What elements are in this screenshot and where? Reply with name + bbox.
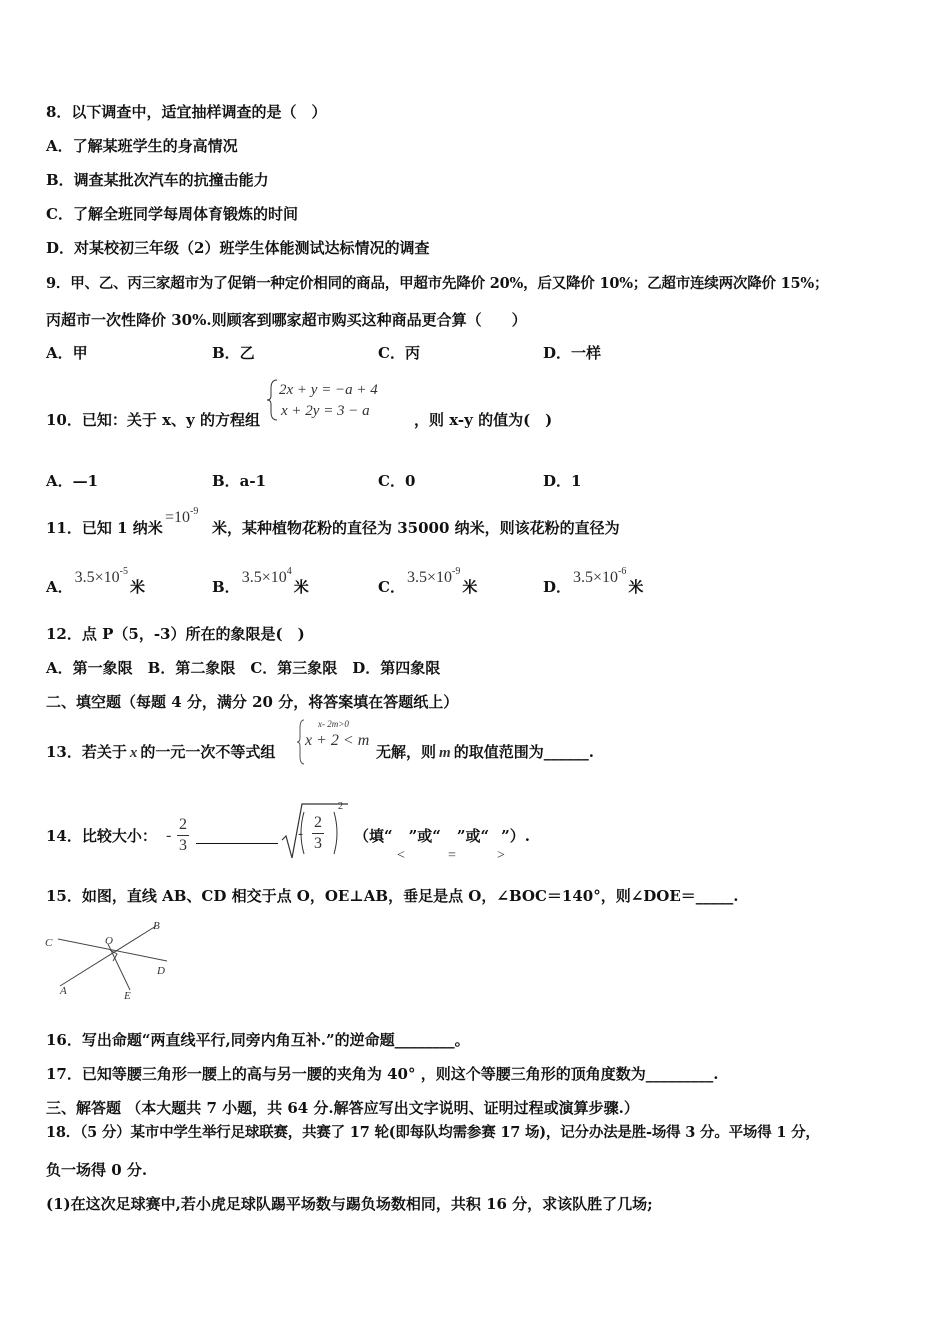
q10-suffix: ，则 x-y 的值为( ) [414, 411, 553, 429]
q17-stem: 17．已知等腰三角形一腰上的高与另一腰的夹角为 40° ，则这个等腰三角形的顶角度数为_________. [46, 1065, 719, 1083]
section-2-heading: 二、填空题（每题 4 分，满分 20 分，将答案填在答题纸上） [46, 693, 459, 711]
q13-tail [376, 742, 594, 763]
q11-option-c-value: $3.5\times 10^{-9}$ [406, 566, 461, 586]
q14-left-denominator: 3 [179, 837, 187, 854]
q11-option-a-unit: 米 [130, 578, 146, 596]
q11-option-b-label: B． [212, 578, 240, 596]
q13-end: . [588, 743, 594, 761]
q11-suffix: 米，某种植物花粉的直径为 35000 纳米，则该花粉的直径为 [212, 519, 620, 537]
q13-ineq1: x- 2m>0 [318, 719, 349, 729]
q13-suffix1: 无解，则 [376, 743, 437, 761]
q11-option-b-value: $3.5\times 10^4$ [241, 566, 292, 586]
q14-hint-a: （填“ [354, 827, 393, 845]
q13-stem [46, 742, 275, 763]
q11-option-a-value: $3.5\times 10^{-5}$ [74, 566, 129, 586]
q11-expr: $=10^{-9}$ [165, 506, 199, 526]
q9-option-d: D．一样 [543, 344, 602, 362]
q13-suffix2: 的取值范围为 [453, 743, 544, 761]
q9-option-a: A．甲 [46, 344, 88, 362]
q14-gt: > [497, 848, 505, 863]
q13-ineq2: x + 2 < m [305, 732, 370, 749]
q11-option-d-value: $3.5\times 10^{-6}$ [573, 566, 627, 586]
q11-option-b [212, 566, 309, 600]
q15-label-o: O [105, 935, 113, 947]
q14-hint-d: ”）. [501, 827, 531, 845]
q13-prefix: 13．若关于 [46, 743, 127, 761]
q9-option-b: B．乙 [212, 344, 255, 362]
q16-stem: 16．写出命题“两直线平行,同旁内角互补.”的逆命题________。 [46, 1031, 470, 1049]
q14-hint [354, 826, 530, 846]
q9-option-c: C．丙 [378, 344, 420, 362]
q14-right-fraction [312, 813, 324, 854]
q15-label-e: E [124, 990, 131, 1002]
q14-eq: = [448, 848, 456, 863]
q11-option-c-unit: 米 [462, 578, 478, 596]
q11-option-d-label: D． [543, 578, 572, 596]
section-3-heading: 三、解答题 （本大题共 7 小题，共 64 分.解答应写出文字说明、证明过程或演算步骤.） [46, 1099, 639, 1117]
q14-hint-b: ”或“ [408, 827, 441, 845]
q14-left-numerator: 2 [177, 815, 189, 836]
q10-prefix: 10．已知：关于 x、y 的方程组 [46, 411, 260, 429]
q11-option-c-label: C． [378, 578, 405, 596]
q8-option-d: D．对某校初三年级（2）班学生体能测试达标情况的调查 [46, 239, 430, 257]
q15-stem: 15．如图，直线 AB、CD 相交于点 O，OE⊥AB，垂足是点 O，∠BOC＝140°，则∠DOE＝_____. [46, 887, 739, 905]
q10-option-b: B．a-1 [212, 472, 267, 490]
q18-stem-line2: 负一场得 0 分. [46, 1161, 148, 1179]
q12-stem: 12．点 P（5，-3）所在的象限是( ) [46, 625, 305, 643]
q11-option-a-label: A． [46, 578, 73, 596]
q15-label-d: D [157, 965, 165, 977]
q12-options: A．第一象限 B．第二象限 C．第三象限 D．第四象限 [46, 659, 441, 677]
q8-option-b: B．调查某批次汽车的抗撞击能力 [46, 171, 269, 189]
q15-label-a: A [60, 985, 67, 997]
q14-lt: < [397, 848, 405, 863]
q15-label-b: B [153, 920, 160, 932]
q11-option-d-unit: 米 [628, 578, 644, 596]
q13-mid: 的一元一次不等式组 [140, 743, 276, 761]
q11-option-a [46, 566, 146, 600]
q10-eq2: x + 2y = 3 − a [281, 403, 370, 419]
q8-option-a: A．了解某班学生的身高情况 [46, 137, 238, 155]
q11-option-b-unit: 米 [293, 578, 309, 596]
q14-prefix: 14．比较大小： [46, 827, 157, 845]
q8-option-c: C．了解全班同学每周体育锻炼的时间 [46, 205, 298, 223]
q18-part1: (1)在这次足球赛中,若小虎足球队踢平场数与踢负场数相同，共积 16 分，求该队胜了几场; [46, 1195, 653, 1213]
q10-brace [266, 378, 280, 422]
q11-prefix: 11．已知 1 纳米 [46, 519, 163, 537]
q10-eq1: 2x + y = −a + 4 [279, 382, 378, 398]
q15-figure [40, 914, 170, 1002]
q10-option-a: A．—1 [46, 472, 99, 490]
q11-option-c [378, 566, 478, 600]
q11-option-d [543, 566, 644, 600]
q9-stem-line2: 丙超市一次性降价 30%.则顾客到哪家超市购买这种商品更合算（ ） [46, 311, 527, 329]
q10-option-c: C．0 [378, 472, 416, 490]
q8-stem: 8．以下调查中，适宜抽样调查的是（ ） [46, 103, 327, 121]
q14-right-numerator: 2 [312, 813, 324, 834]
q13-answer-blank: ______ [543, 743, 589, 761]
q18-stem-line1: 18．（5 分）某市中学生举行足球联赛，共赛了 17 轮(即每队均需参赛 17 场)，记分办法是胜-场得 3 分。平场得 1 分， [46, 1124, 820, 1141]
q13-var-x: x [129, 745, 138, 761]
q9-stem-line1: 9．甲、乙、丙三家超市为了促销一种定价相同的商品，甲超市先降价 20%，后又降价 10%；乙超市连续两次降价 15%； [46, 275, 829, 292]
q14-answer-blank [196, 829, 278, 844]
q14-left-fraction [177, 815, 189, 856]
q14-power: 2 [338, 801, 343, 812]
q14-right-minus: - [298, 826, 303, 842]
q13-var-m: m [439, 745, 451, 761]
q14-minus: - [166, 827, 172, 844]
q10-option-d: D．1 [543, 472, 582, 490]
q15-label-c: C [45, 937, 53, 949]
q14-right-denominator: 3 [314, 835, 322, 852]
q14-hint-c: ”或“ [456, 827, 490, 845]
